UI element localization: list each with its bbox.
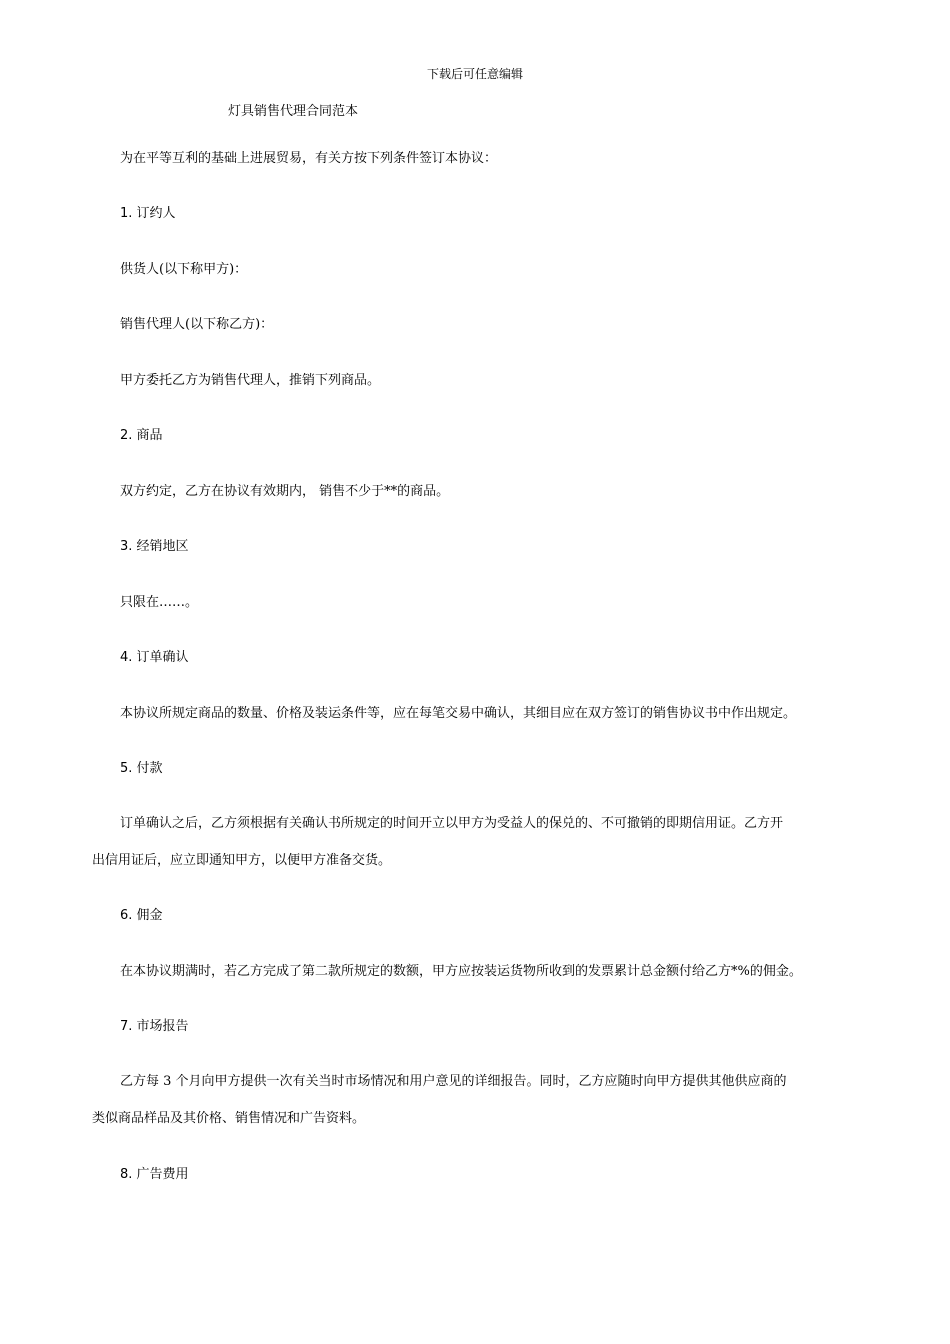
- section-heading-4: 4. 订单确认: [120, 650, 189, 665]
- paragraph-entrust: 甲方委托乙方为销售代理人，推销下列商品。: [120, 373, 381, 388]
- section-heading-6: 6. 佣金: [120, 908, 163, 923]
- intro-paragraph: 为在平等互利的基础上进展贸易，有关方按下列条件签订本协议：: [120, 151, 498, 166]
- paragraph-order-confirm: 本协议所规定商品的数量、价格及装运条件等，应在每笔交易中确认，其细目应在双方签订的销售协议书中作出规定。: [120, 706, 797, 721]
- paragraph-report-line-2: 类似商品样品及其价格、销售情况和广告资料。: [92, 1111, 366, 1126]
- paragraph-payment-line-2: 出信用证后，应立即通知甲方，以便甲方准备交货。: [92, 853, 392, 868]
- paragraph-supplier: 供货人(以下称甲方)：: [120, 262, 248, 277]
- section-heading-7: 7. 市场报告: [120, 1019, 189, 1034]
- header-note: 下载后可任意编辑: [426, 67, 523, 81]
- paragraph-report-line-1: 乙方每 3 个月向甲方提供一次有关当时市场情况和用户意见的详细报告。同时，乙方应随时向甲方提供其他供应商的: [120, 1074, 787, 1089]
- section-heading-8: 8. 广告费用: [120, 1167, 189, 1182]
- section-heading-3: 3. 经销地区: [120, 539, 189, 554]
- paragraph-agent: 销售代理人(以下称乙方)：: [120, 317, 274, 332]
- document-title: 灯具销售代理合同范本: [228, 104, 359, 119]
- paragraph-goods: 双方约定，乙方在协议有效期内， 销售不少于**的商品。: [120, 484, 450, 499]
- paragraph-payment-line-1: 订单确认之后，乙方须根据有关确认书所规定的时间开立以甲方为受益人的保兑的、不可撤销的即期信用证。乙方开: [120, 816, 784, 831]
- section-heading-5: 5. 付款: [120, 761, 163, 776]
- section-heading-1: 1. 订约人: [120, 206, 176, 221]
- paragraph-region: 只限在……。: [120, 595, 199, 610]
- section-heading-2: 2. 商品: [120, 428, 163, 443]
- paragraph-commission: 在本协议期满时，若乙方完成了第二款所规定的数额，甲方应按装运货物所收到的发票累计总金额付给乙方*%的佣金。: [120, 964, 802, 979]
